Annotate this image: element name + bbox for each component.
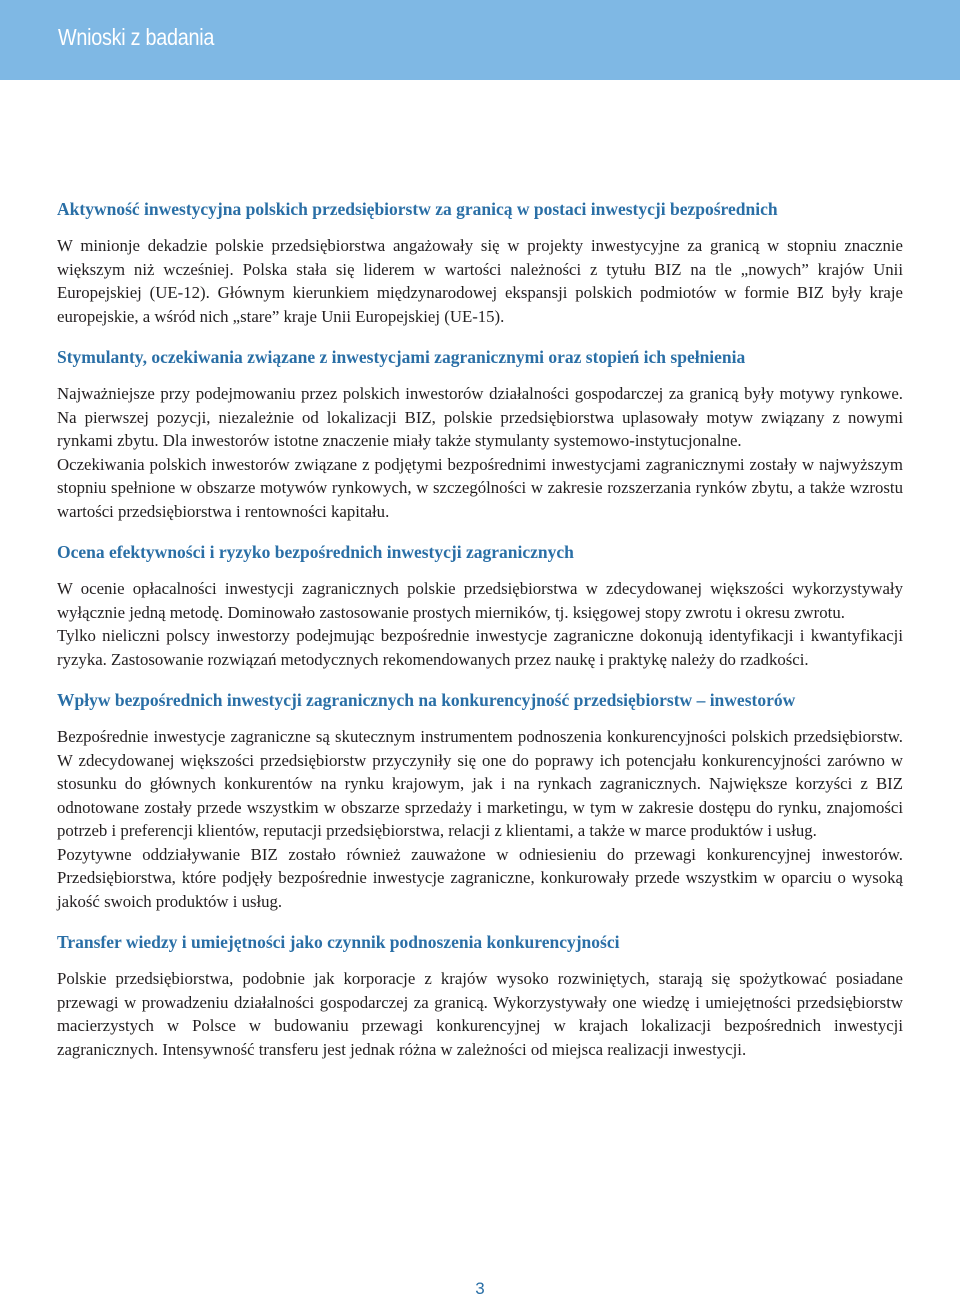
section-stimulants <box>57 344 903 523</box>
section-title: Transfer wiedzy i umiejętności jako czynnik podnoszenia konkurencyjności <box>57 932 620 952</box>
section-paragraph: Pozytywne oddziaływanie BIZ zostało również zauważone w odniesieniu do przewagi konkurencyjnej inwestorów. Przedsiębiorstwa, które podjęły bezpośrednie inwestycje zagraniczne, konkurowały przede wszystkim w oparciu o wysoką jakość swoich produktów i usług. <box>57 844 903 911</box>
section-knowledge-transfer <box>57 929 903 1061</box>
section-paragraph: Oczekiwania polskich inwestorów związane z podjętymi bezpośrednimi inwestycjami zagranicznymi zostały w najwyższym stopniu spełnione w obszarze motywów rynkowych, w szczególności w zakresie rozszerzania rynków zbytu, a także wzrostu wartości przedsiębiorstwa i rentowności kapitału. <box>57 454 903 521</box>
section-efficiency-risk <box>57 539 903 671</box>
section-paragraph: W ocenie opłacalności inwestycji zagranicznych polskie przedsiębiorstwa w zdecydowanej większości wykorzystywały wyłącznie jedną metodę. Dominowało zastosowanie prostych mierników, tj. księgowej stopy zwrotu i okresu zwrotu. <box>57 579 903 622</box>
section-competitiveness <box>57 687 903 913</box>
section-title: Wpływ bezpośrednich inwestycji zagranicznych na konkurencyjność przedsiębiorstw – inwestorów <box>57 690 796 710</box>
page-header-title: Wnioski z badania <box>58 24 215 50</box>
page-number: 3 <box>475 1279 485 1298</box>
section-title: Ocena efektywności i ryzyko bezpośrednich inwestycji zagranicznych <box>57 542 574 562</box>
section-title: Stymulanty, oczekiwania związane z inwestycjami zagranicznymi oraz stopień ich spełnienia <box>57 347 746 367</box>
section-paragraph: Tylko nieliczni polscy inwestorzy podejmując bezpośrednie inwestycje zagraniczne dokonują identyfikacji i kwantyfikacji ryzyka. Zastosowanie rozwiązań metodycznych rekomendowanych przez naukę i praktykę należy do rzadkości. <box>57 626 903 669</box>
section-paragraph: W minionje dekadzie polskie przedsiębiorstwa angażowały się w projekty inwestycyjne za granicą w stopniu znacznie większym niż wcześniej. Polska stała się liderem w wartości należności z tytułu BIZ na tle „nowych” krajów Unii Europejskiej (UE-12). Głównym kierunkiem międzynarodowej ekspansji polskich podmiotów w formie BIZ były kraje europejskie, a wśród nich „stare” kraje Unii Europejskiej (UE-15). <box>57 236 903 326</box>
section-title: Aktywność inwestycyjna polskich przedsiębiorstw za granicą w postaci inwestycji bezpośrednich <box>57 199 778 219</box>
document-body <box>57 196 903 1077</box>
header-band <box>0 0 960 80</box>
section-paragraph: Bezpośrednie inwestycje zagraniczne są skutecznym instrumentem podnoszenia konkurencyjności polskich przedsiębiorstw. W zdecydowanej większości przedsiębiorstw przyczyniły się one do poprawy ich potencjału konkurencyjności zarówno w stosunku do głównych konkurentów na rynku krajowym, jak i na rynkach zagranicznych. Największe korzyści z BIZ odnotowane zostały przede wszystkim w obszarze sprzedaży i marketingu, w tym w zakresie dostępu do rynku, znajomości potrzeb i preferencji klientów, reputacji przedsiębiorstwa, relacji z klientami, a także w marce produktów i usług. <box>57 727 903 840</box>
section-paragraph: Polskie przedsiębiorstwa, podobnie jak korporacje z krajów wysoko rozwiniętych, starają się spożytkować posiadane przewagi w prowadzeniu działalności gospodarczej za granicą. Wykorzystywały one wiedzę i umiejętności przedsiębiorstw macierzystych w Polsce w budowaniu przewagi konkurencyjnej w krajach lokalizacji bezpośrednich inwestycji zagranicznych. Intensywność transferu jest jednak różna w zależności od miejsca realizacji inwestycji. <box>57 969 903 1059</box>
section-paragraph: Najważniejsze przy podejmowaniu przez polskich inwestorów działalności gospodarczej za granicą były motywy rynkowe. Na pierwszej pozycji, niezależnie od lokalizacji BIZ, polskie przedsiębiorstwa uplasowały motyw związany z nowymi rynkami zbytu. Dla inwestorów istotne znaczenie miały także stymulanty systemowo-instytucjonalne. <box>57 384 903 450</box>
section-investment-activity <box>57 196 903 328</box>
